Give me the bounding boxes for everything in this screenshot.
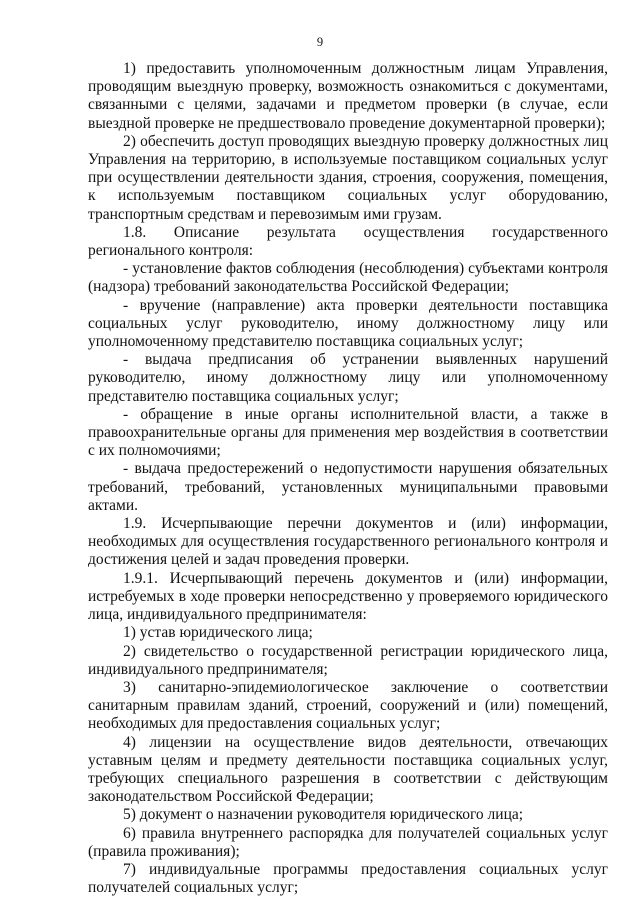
document-item-3: 3) санитарно-эпидемиологическое заключение о соответствии санитарным правилам зданий, строений, сооружений и (или) помещений, необходимых для предоставления социальных услуг; bbox=[88, 678, 608, 733]
document-item-1: 1) устав юридического лица; bbox=[123, 624, 313, 642]
page-number: 9 bbox=[316, 35, 324, 49]
list-item-facts: - установление фактов соблюдения (несоблюдения) субъектами контроля (надзора) требований законодательства Российской Федерации; bbox=[88, 260, 608, 296]
document-item-5: 5) документ о назначении руководителя юридического лица; bbox=[123, 806, 524, 824]
paragraph-2: 2) обеспечить доступ проводящих выездную проверку должностных лиц Управления на территорию, в используемые поставщиком социальных услуг при осуществлении деятельности здания, строения, сооружения, помещения, к используемым поставщиком социальных услуг оборудованию, транспортным средствам и перевозимым ими грузам. bbox=[88, 132, 608, 223]
document-item-4: 4) лицензии на осуществление видов деятельности, отвечающих уставным целям и предмету деятельности поставщика социальных услуг, требующих специального разрешения в соответствии с действующим законодательством Российской Федерации; bbox=[88, 733, 608, 806]
list-item-warnings: - выдача предостережений о недопустимости нарушения обязательных требований, требований, установленных муниципальными правовыми актами. bbox=[88, 460, 608, 514]
list-item-appeal: - обращение в иные органы исполнительной власти, а также в правоохранительные органы для применения мер воздействия в соответствии с их полномочиями; bbox=[88, 405, 608, 460]
document-body bbox=[88, 60, 608, 897]
list-item-act: - вручение (направление) акта проверки деятельности поставщика социальных услуг руководителю, иному должностному лицу или уполномоченному представителю поставщика социальных услуг; bbox=[88, 296, 608, 351]
document-item-6: 6) правила внутреннего распорядка для получателей социальных услуг (правила проживания); bbox=[88, 824, 608, 860]
paragraph-1: 1) предоставить уполномоченным должностным лицам Управления, проводящим выездную проверку, возможность ознакомиться с документами, связанными с целями, задачами и предметом проверки (в случае, если выездной проверке не предшествовало проведение документарной проверки); bbox=[88, 60, 608, 132]
section-heading-1-8: 1.8. Описание результата осуществления государственного регионального контроля: bbox=[88, 223, 608, 260]
section-heading-1-9: 1.9. Исчерпывающие перечни документов и (или) информации, необходимых для осуществления государственного регионального контроля и достижения целей и задач проведения проверки. bbox=[88, 515, 608, 569]
document-item-7: 7) индивидуальные программы предоставления социальных услуг получателей социальных услуг; bbox=[88, 860, 608, 897]
document-item-2: 2) свидетельство о государственной регистрации юридического лица, индивидуального предпринимателя; bbox=[88, 642, 608, 678]
list-item-order: - выдача предписания об устранении выявленных нарушений руководителю, иному должностному лицу или уполномоченному представителю поставщика социальных услуг; bbox=[88, 351, 608, 405]
section-heading-1-9-1: 1.9.1. Исчерпывающий перечень документов и (или) информации, истребуемых в ходе проверки непосредственно у проверяемого юридического лица, индивидуального предпринимателя: bbox=[88, 569, 608, 624]
